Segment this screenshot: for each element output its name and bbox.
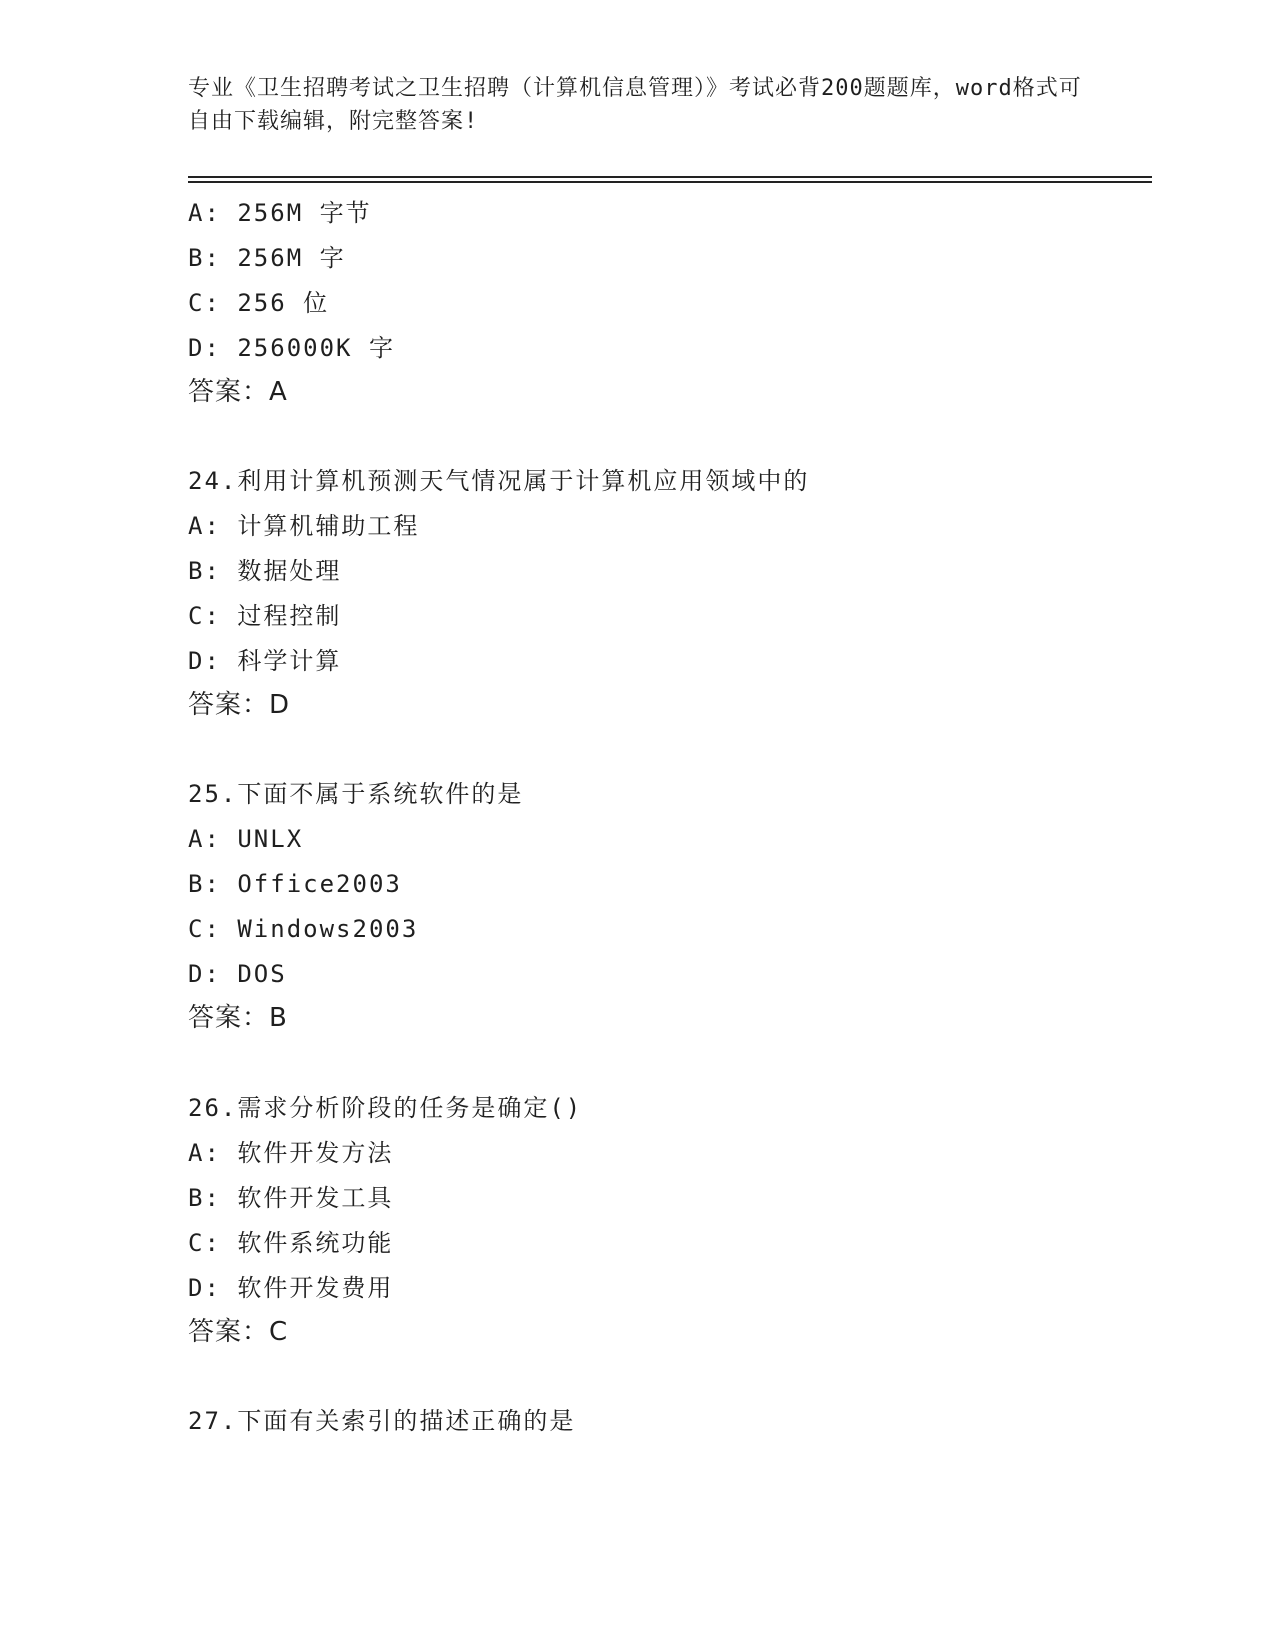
q25-option-d: D: DOS xyxy=(188,960,287,988)
q26-option-c: C: 软件系统功能 xyxy=(188,1229,394,1257)
q27-question: 27.下面有关索引的描述正确的是 xyxy=(188,1407,576,1435)
header-divider-top xyxy=(188,176,1152,178)
q23-option-c: C: 256 位 xyxy=(188,289,330,317)
q24-option-a: A: 计算机辅助工程 xyxy=(188,512,420,540)
q26-option-d: D: 软件开发费用 xyxy=(188,1274,394,1302)
q24-option-d: D: 科学计算 xyxy=(188,647,342,675)
q25-option-a: A: UNLX xyxy=(188,825,304,853)
q24-question: 24.利用计算机预测天气情况属于计算机应用领域中的 xyxy=(188,467,810,495)
q26-option-b: B: 软件开发工具 xyxy=(188,1184,394,1212)
q24-option-b: B: 数据处理 xyxy=(188,557,342,585)
q23-option-a: A: 256M 字节 xyxy=(188,199,372,227)
q26-question: 26.需求分析阶段的任务是确定() xyxy=(188,1094,583,1122)
header-divider-bottom xyxy=(188,181,1152,183)
q25-answer: 答案：B xyxy=(188,1003,288,1033)
q26-answer: 答案：C xyxy=(188,1317,289,1347)
q23-answer: 答案：A xyxy=(188,377,288,407)
q26-option-a: A: 软件开发方法 xyxy=(188,1139,394,1167)
q23-option-b: B: 256M 字 xyxy=(188,244,346,272)
q25-option-c: C: Windows2003 xyxy=(188,915,419,943)
q24-option-c: C: 过程控制 xyxy=(188,602,342,630)
q25-option-b: B: Office2003 xyxy=(188,870,402,898)
q23-option-d: D: 256000K 字 xyxy=(188,334,395,362)
document-header: 专业《卫生招聘考试之卫生招聘（计算机信息管理）》考试必背200题题库，word格式可自由下载编辑，附完整答案! xyxy=(188,76,1082,134)
q25-question: 25.下面不属于系统软件的是 xyxy=(188,780,524,808)
q24-answer: 答案：D xyxy=(188,690,291,720)
